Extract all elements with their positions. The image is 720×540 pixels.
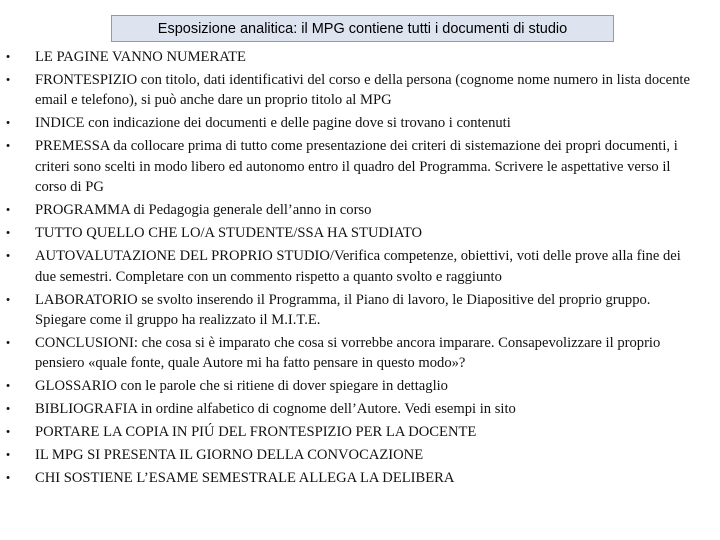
list-item [0, 200, 720, 220]
list-item-text: LABORATORIO se svolto inserendo il Programma, il Piano di lavoro, le Diapositive del proprio gruppo. Spiegare come il gruppo ha realizzato il M.I.T.E. [35, 291, 651, 329]
slide-title: Esposizione analitica: il MPG contiene tutti i documenti di studio [157, 20, 568, 37]
list-item-text: PREMESSA da collocare prima di tutto come presentazione dei criteri di sistemazione dei propri documenti, i criteri sono scelti in modo libero ed autonomo entro il quadro del Programma. Scrivere le aspettative verso il corso di PG [35, 138, 678, 196]
bullet-icon: • [6, 117, 10, 130]
list-item [0, 223, 720, 243]
list-item [0, 333, 720, 374]
bullet-icon: • [6, 472, 10, 485]
bullet-list [0, 47, 720, 491]
list-item-text: TUTTO QUELLO CHE LO/A STUDENTE/SSA HA STUDIATO [35, 225, 423, 242]
list-item [0, 136, 720, 197]
list-item-text: GLOSSARIO con le parole che si ritiene di dover spiegare in dettaglio [35, 378, 448, 395]
bullet-icon: • [6, 380, 10, 393]
bullet-icon: • [6, 293, 10, 306]
list-item [0, 468, 720, 488]
list-item-text: LE PAGINE VANNO NUMERATE [35, 49, 246, 65]
bullet-icon: • [6, 204, 10, 217]
list-item-text: PORTARE LA COPIA IN PIÚ DEL FRONTESPIZIO PER LA DOCENTE [35, 424, 477, 441]
list-item [0, 376, 720, 396]
list-item-text: CHI SOSTIENE L’ESAME SEMESTRALE ALLEGA LA DELIBERA [35, 470, 455, 487]
list-item-text: IL MPG SI PRESENTA IL GIORNO DELLA CONVOCAZIONE [35, 447, 424, 464]
bullet-icon: • [6, 51, 10, 63]
list-item-text: BIBLIOGRAFIA in ordine alfabetico di cognome dell’Autore. Vedi esempi in sito [35, 401, 516, 418]
bullet-icon: • [6, 426, 10, 439]
list-item-text: CONCLUSIONI: che cosa si è imparato che cosa si vorrebbe ancora imparare. Consapevolizzare il proprio pensiero «quale fonte, quale Autore mi ha fatto pensare in questo modo»? [35, 335, 661, 372]
slide-title-box [111, 15, 614, 42]
list-item-text: INDICE con indicazione dei documenti e delle pagine dove si trovano i contenuti [35, 115, 511, 132]
list-item [0, 399, 720, 419]
list-item [0, 290, 720, 331]
list-item [0, 113, 720, 133]
list-item-text: PROGRAMMA di Pedagogia generale dell’anno in corso [35, 202, 372, 219]
bullet-icon: • [6, 227, 10, 240]
list-item [0, 47, 720, 67]
list-item-text: AUTOVALUTAZIONE DEL PROPRIO STUDIO/Verifica competenze, obiettivi, voti delle prove alla fine dei due semestri. Completare con un commento rispetto a quanto svolto e raggiunto [35, 248, 681, 285]
list-item [0, 422, 720, 442]
list-item [0, 70, 720, 111]
bullet-icon: • [6, 449, 10, 462]
bullet-icon: • [6, 337, 10, 350]
list-item [0, 445, 720, 465]
list-item-text: FRONTESPIZIO con titolo, dati identificativi del corso e della persona (cognome nome numero in lista docente email e telefono), si può anche dare un proprio titolo al MPG [35, 72, 690, 109]
bullet-icon: • [6, 140, 10, 153]
bullet-icon: • [6, 250, 10, 263]
bullet-icon: • [6, 403, 10, 416]
bullet-icon: • [6, 74, 10, 86]
list-item [0, 246, 720, 287]
